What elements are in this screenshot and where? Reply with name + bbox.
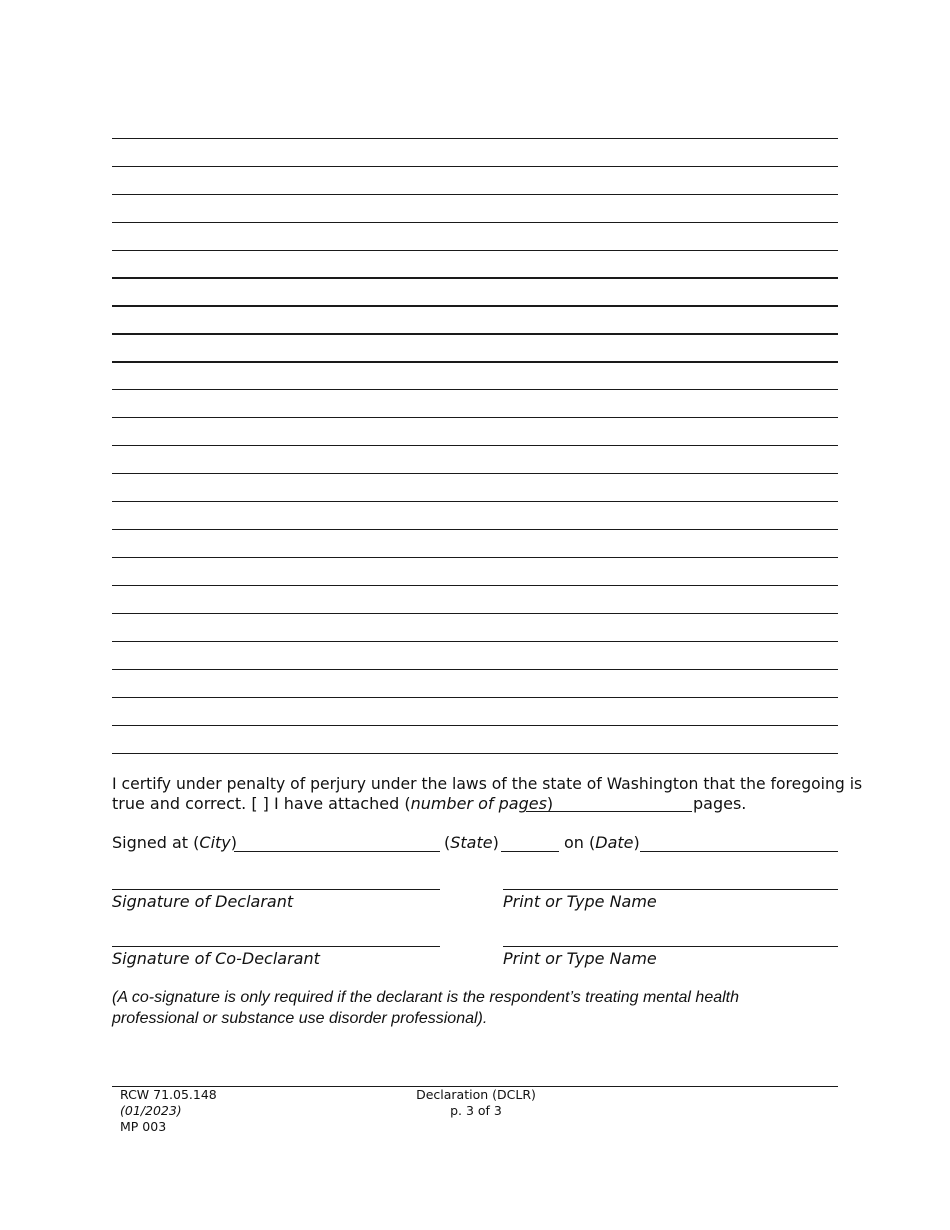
state-text: State [450,833,493,852]
state-field[interactable] [501,851,559,852]
print-name-label-1: Print or Type Name [503,892,657,911]
writing-line[interactable] [112,557,838,558]
footer-title: Declaration (DCLR) [416,1087,536,1102]
writing-line[interactable] [112,725,838,726]
co-declarant-name-line[interactable] [503,946,838,947]
writing-line[interactable] [112,389,838,390]
writing-line[interactable] [112,753,838,754]
writing-line[interactable] [112,697,838,698]
co-signature-note: (A co-signature is only required if the declarant is the respondent’s treating mental health professional or substance use disorder professional). [112,989,740,1027]
writing-line[interactable] [112,613,838,614]
writing-line[interactable] [112,641,838,642]
state-close: ) [492,833,499,852]
writing-line[interactable] [112,222,838,223]
writing-line[interactable] [112,585,838,586]
signature-of-co-declarant-label: Signature of Co-Declarant [112,949,320,968]
writing-line[interactable] [112,166,838,167]
date-label [564,833,640,853]
state-open: ( [444,833,451,852]
writing-line[interactable] [112,529,838,530]
writing-line[interactable] [112,277,838,279]
writing-line[interactable] [112,501,838,502]
writing-line[interactable] [112,138,838,139]
footer-date: (01/2023) [120,1103,182,1118]
certification-line-2 [112,794,553,814]
print-name-label-2: Print or Type Name [503,949,657,968]
footer-rcw: RCW 71.05.148 [120,1087,217,1102]
city-field[interactable] [234,851,440,852]
city-close: ) [230,833,237,852]
date-open: on ( [564,833,596,852]
declarant-signature-line[interactable] [112,889,440,890]
number-of-pages-label: number of pages [410,794,547,813]
signature-of-declarant-label: Signature of Declarant [112,892,294,911]
writing-line[interactable] [112,669,838,670]
state-label [444,833,499,853]
writing-line[interactable] [112,333,838,335]
writing-line[interactable] [112,305,838,307]
writing-line[interactable] [112,194,838,195]
pages-suffix: pages. [693,794,747,813]
date-field[interactable] [640,851,838,852]
date-text: Date [595,833,634,852]
attached-text: I have attached ( [273,794,411,813]
number-of-pages-field[interactable] [526,811,692,812]
certification-true-correct: true and correct. [112,794,247,813]
date-close: ) [633,833,640,852]
signed-at-prefix: Signed at ( [112,833,200,852]
certification-line-1: I certify under penalty of perjury under the laws of the state of Washington that the foregoing is [112,775,863,793]
attached-close: ) [546,794,554,813]
attachment-checkbox[interactable]: [ ] [251,794,269,813]
writing-line[interactable] [112,250,838,251]
co-declarant-signature-line[interactable] [112,946,440,947]
declarant-name-line[interactable] [503,889,838,890]
city-label: City [199,833,231,852]
footer-page: p. 3 of 3 [450,1103,502,1118]
footer-form-code: MP 003 [120,1119,167,1134]
writing-line[interactable] [112,473,838,474]
writing-line[interactable] [112,417,838,418]
writing-line[interactable] [112,445,838,446]
signed-at-label [112,833,237,853]
writing-line[interactable] [112,361,838,363]
